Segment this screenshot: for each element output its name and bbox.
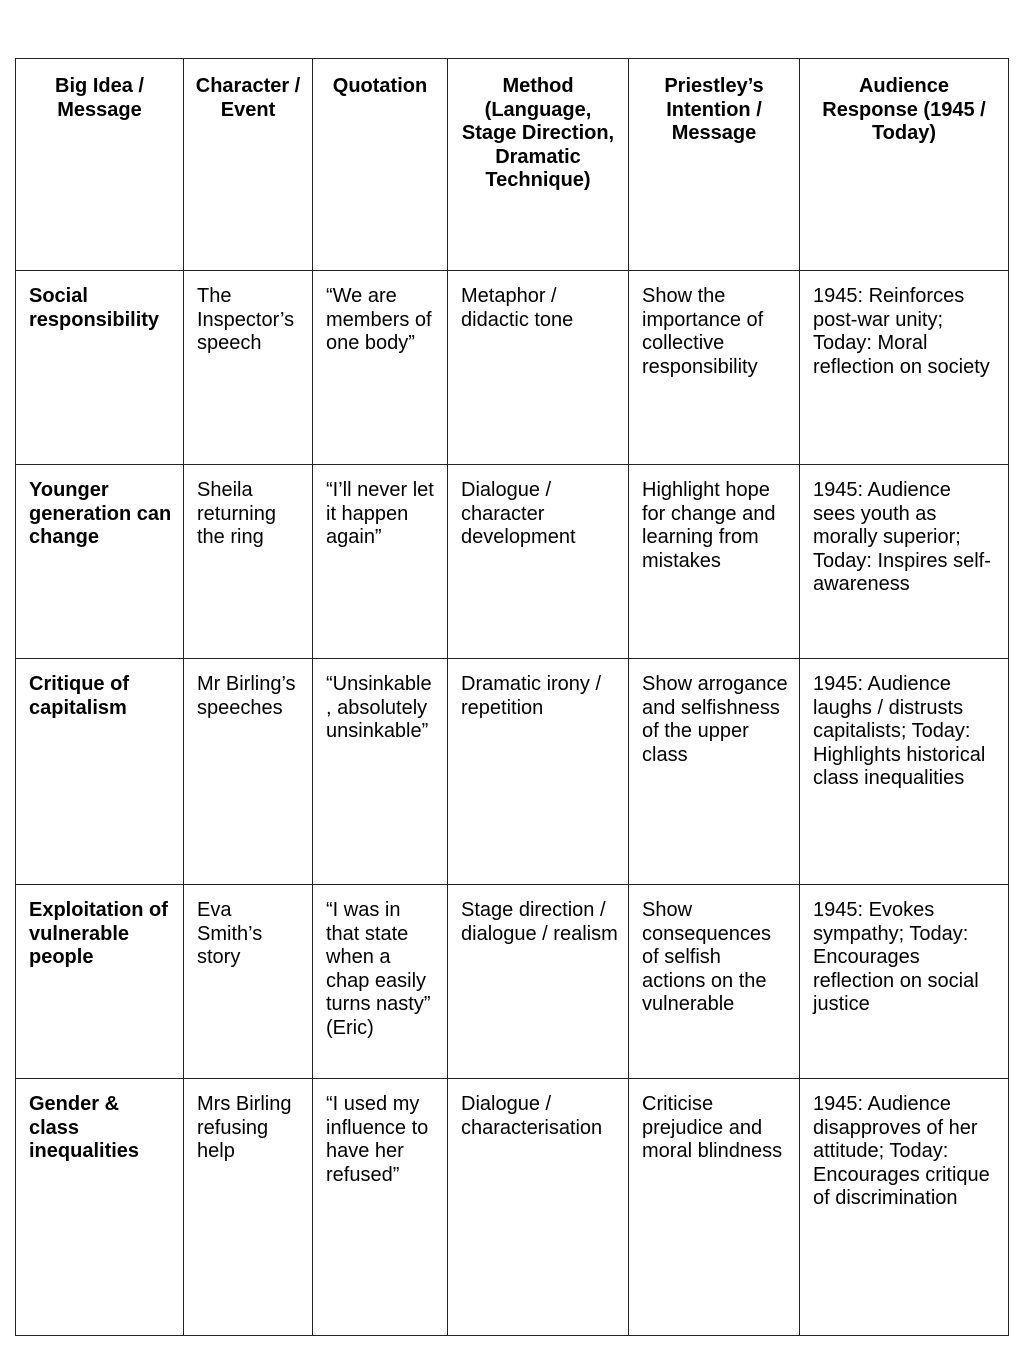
- cell-intention: Show the importance of collective responsibility: [629, 271, 800, 465]
- cell-method: Dialogue / character development: [448, 465, 629, 659]
- cell-quotation: “I was in that state when a chap easily turns nasty” (Eric): [313, 885, 448, 1079]
- cell-method: Metaphor / didactic tone: [448, 271, 629, 465]
- cell-character: The Inspector’s speech: [184, 271, 313, 465]
- cell-character: Eva Smith’s story: [184, 885, 313, 1079]
- themes-table: [15, 58, 1009, 1336]
- header-row: [16, 59, 1009, 271]
- table-row: [16, 271, 1009, 465]
- cell-method: Stage direction / dialogue / realism: [448, 885, 629, 1079]
- header-character-event: Character / Event: [184, 59, 313, 271]
- cell-big-idea: Younger generation can change: [16, 465, 184, 659]
- cell-intention: Show arrogance and selfishness of the upper class: [629, 659, 800, 885]
- cell-big-idea: Social responsibility: [16, 271, 184, 465]
- cell-quotation: “I used my influence to have her refused”: [313, 1079, 448, 1336]
- cell-quotation: “Unsinkable, absolutely unsinkable”: [313, 659, 448, 885]
- table-row: [16, 1079, 1009, 1336]
- cell-method: Dramatic irony / repetition: [448, 659, 629, 885]
- header-quotation: Quotation: [313, 59, 448, 271]
- cell-method: Dialogue / characterisation: [448, 1079, 629, 1336]
- table-row: [16, 659, 1009, 885]
- header-audience-response: Audience Response (1945 / Today): [800, 59, 1009, 271]
- cell-character: Mr Birling’s speeches: [184, 659, 313, 885]
- cell-intention: Highlight hope for change and learning from mistakes: [629, 465, 800, 659]
- cell-audience-response: 1945: Reinforces post-war unity; Today: Moral reflection on society: [800, 271, 1009, 465]
- cell-intention: Show consequences of selfish actions on the vulnerable: [629, 885, 800, 1079]
- cell-audience-response: 1945: Audience disapproves of her attitude; Today: Encourages critique of discrimination: [800, 1079, 1009, 1336]
- cell-quotation: “We are members of one body”: [313, 271, 448, 465]
- cell-big-idea: Gender & class inequalities: [16, 1079, 184, 1336]
- cell-audience-response: 1945: Audience laughs / distrusts capitalists; Today: Highlights historical class inequalities: [800, 659, 1009, 885]
- header-big-idea: Big Idea / Message: [16, 59, 184, 271]
- cell-quotation: “I’ll never let it happen again”: [313, 465, 448, 659]
- header-intention: Priestley’s Intention / Message: [629, 59, 800, 271]
- cell-character: Mrs Birling refusing help: [184, 1079, 313, 1336]
- cell-big-idea: Exploitation of vulnerable people: [16, 885, 184, 1079]
- cell-character: Sheila returning the ring: [184, 465, 313, 659]
- table-row: [16, 465, 1009, 659]
- cell-big-idea: Critique of capitalism: [16, 659, 184, 885]
- cell-audience-response: 1945: Audience sees youth as morally superior; Today: Inspires self-awareness: [800, 465, 1009, 659]
- cell-audience-response: 1945: Evokes sympathy; Today: Encourages reflection on social justice: [800, 885, 1009, 1079]
- header-method: Method (Language, Stage Direction, Dramatic Technique): [448, 59, 629, 271]
- cell-intention: Criticise prejudice and moral blindness: [629, 1079, 800, 1336]
- table-row: [16, 885, 1009, 1079]
